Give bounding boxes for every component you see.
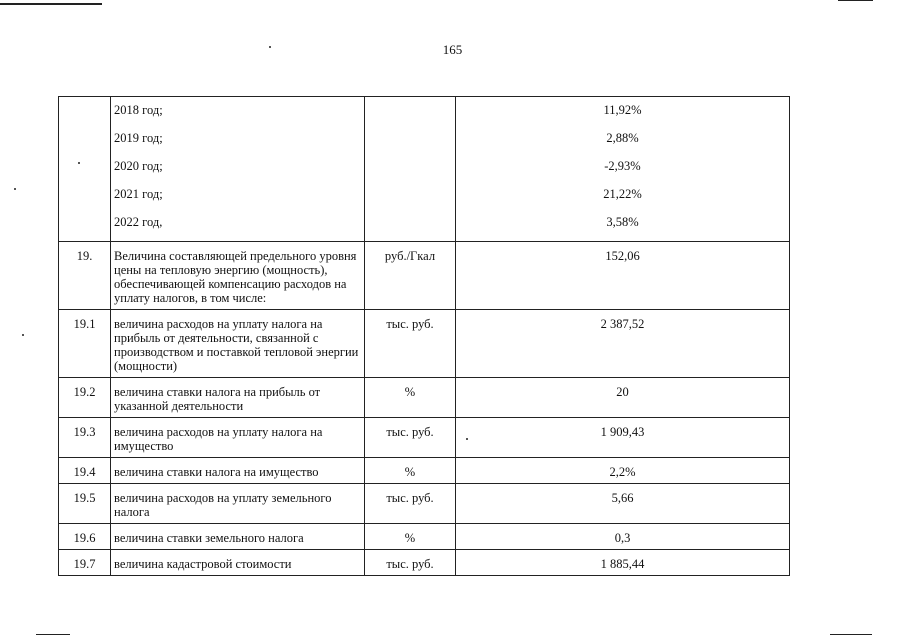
- row-description-cell: [111, 242, 365, 310]
- row-unit-cell: [365, 524, 456, 550]
- scan-edge-line: [36, 634, 70, 635]
- row-number: 19.1: [73, 317, 96, 331]
- row-number-cell: [59, 97, 111, 242]
- row-description: Величина составляющей предельного уровня цены на тепловую энергию (мощность), обеспечивающей компенсацию расходов на уплату налогов, в том числе:: [114, 249, 357, 305]
- year-label: 2018 год;: [114, 103, 163, 117]
- row-unit-cell: [365, 242, 456, 310]
- row-number: 19.6: [73, 531, 96, 545]
- row-unit: руб./Гкал: [384, 249, 436, 263]
- scan-speck: [22, 334, 24, 336]
- row-unit: тыс. руб.: [386, 317, 434, 331]
- row-unit-cell: [365, 310, 456, 378]
- row-unit: %: [404, 385, 416, 399]
- table-row: [59, 418, 790, 458]
- row-description-cell: [111, 458, 365, 484]
- year-label: 2020 год;: [114, 159, 163, 173]
- row-number: 19.7: [73, 557, 96, 571]
- row-value: 20: [616, 385, 629, 399]
- row-value: 2 387,52: [600, 317, 645, 331]
- row-value-cell: [456, 418, 790, 458]
- row-value: 1 909,43: [600, 425, 645, 439]
- row-number-cell: [59, 550, 111, 576]
- page-number: 165: [442, 42, 463, 57]
- row-number-cell: [59, 378, 111, 418]
- row-value: 2,2%: [609, 465, 636, 479]
- row-description: величина расходов на уплату налога на прибыль от деятельности, связанной с производством и поставкой тепловой энергии (мощности): [114, 317, 359, 373]
- table-row: [59, 458, 790, 484]
- row-unit: тыс. руб.: [386, 491, 434, 505]
- row-value-cell: [456, 524, 790, 550]
- row-unit-cell: [365, 484, 456, 524]
- table-row: [59, 97, 790, 242]
- row-description-cell: [111, 524, 365, 550]
- row-number: 19.4: [73, 465, 96, 479]
- year-value: 2,88%: [606, 131, 639, 145]
- table-row: [59, 378, 790, 418]
- row-value: 0,3: [614, 531, 631, 545]
- row-number-cell: [59, 418, 111, 458]
- year-label: 2021 год;: [114, 187, 163, 201]
- row-value-cell: [456, 378, 790, 418]
- row-unit: тыс. руб.: [386, 425, 434, 439]
- row-description: величина ставки налога на прибыль от указанной деятельности: [114, 385, 321, 413]
- year-label: 2022 год,: [114, 215, 163, 229]
- year-value: 11,92%: [603, 103, 642, 117]
- scan-speck: [14, 188, 16, 190]
- year-value: -2,93%: [604, 159, 641, 173]
- scan-edge-line: [830, 634, 872, 635]
- row-description-cell: [111, 418, 365, 458]
- row-value-cell: [456, 550, 790, 576]
- row-unit-cell: [365, 418, 456, 458]
- row-description-cell: [111, 310, 365, 378]
- row-value-cell: [456, 484, 790, 524]
- table-row: [59, 310, 790, 378]
- scan-edge-line: [838, 0, 873, 1]
- row-number-cell: [59, 458, 111, 484]
- row-number: 19.2: [73, 385, 96, 399]
- row-number-cell: [59, 242, 111, 310]
- row-unit: тыс. руб.: [386, 557, 434, 571]
- table-row: [59, 484, 790, 524]
- row-description-cell: [111, 550, 365, 576]
- row-number: 19.3: [73, 425, 96, 439]
- scan-edge-line: [0, 3, 102, 5]
- row-value-cell: [456, 242, 790, 310]
- table-row: [59, 242, 790, 310]
- row-unit-cell: [365, 378, 456, 418]
- row-description: величина кадастровой стоимости: [114, 557, 292, 571]
- row-description: величина ставки налога на имущество: [114, 465, 319, 479]
- table-row: [59, 550, 790, 576]
- table-row: [59, 524, 790, 550]
- year-values-cell: [456, 97, 790, 242]
- row-unit-cell: [365, 550, 456, 576]
- row-value-cell: [456, 310, 790, 378]
- row-description: величина ставки земельного налога: [114, 531, 304, 545]
- row-value-cell: [456, 458, 790, 484]
- row-value: 152,06: [605, 249, 640, 263]
- row-unit-cell: [365, 458, 456, 484]
- row-description: величина расходов на уплату земельного налога: [114, 491, 332, 519]
- row-number-cell: [59, 310, 111, 378]
- row-number: 19.: [76, 249, 93, 263]
- year-list-cell: [111, 97, 365, 242]
- row-unit: %: [404, 531, 416, 545]
- row-unit: %: [404, 465, 416, 479]
- year-label: 2019 год;: [114, 131, 163, 145]
- row-value: 1 885,44: [600, 557, 645, 571]
- row-number-cell: [59, 524, 111, 550]
- row-description: величина расходов на уплату налога на имущество: [114, 425, 323, 453]
- row-description-cell: [111, 378, 365, 418]
- year-value: 3,58%: [606, 215, 639, 229]
- row-number: 19.5: [73, 491, 96, 505]
- year-value: 21,22%: [603, 187, 642, 201]
- tariff-table: [58, 96, 790, 576]
- unit-cell: [365, 97, 456, 242]
- row-value: 5,66: [611, 491, 634, 505]
- row-description-cell: [111, 484, 365, 524]
- row-number-cell: [59, 484, 111, 524]
